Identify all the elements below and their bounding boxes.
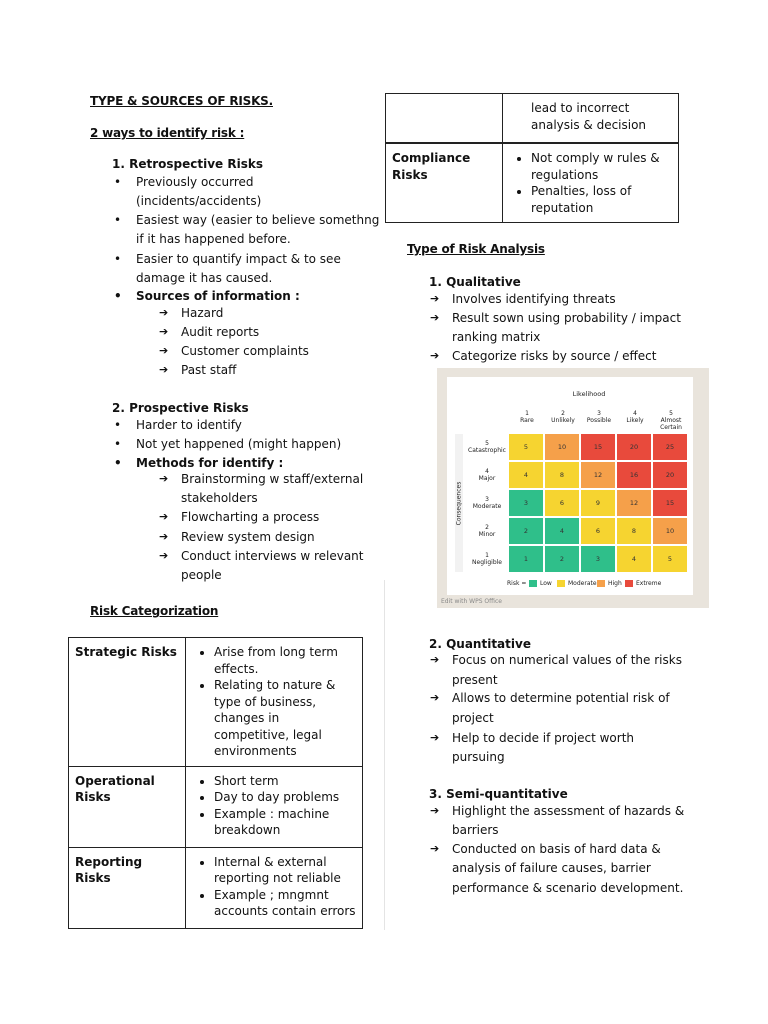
legend-swatch	[529, 580, 537, 587]
legend-label-item: Extreme	[636, 580, 662, 587]
legend-swatch	[625, 580, 633, 587]
list-item: • Day to day problems	[214, 789, 356, 806]
list-item: • Not yet happened (might happen)	[136, 436, 341, 452]
analysis-item-cont: pursuing	[452, 750, 505, 764]
matrix-cell: 20	[617, 434, 651, 460]
matrix-col-header: 3 Possible	[586, 410, 612, 424]
table-row	[69, 638, 363, 767]
analysis-item: ➔ Categorize risks by source / effect	[452, 348, 656, 364]
matrix-cell: 6	[545, 490, 579, 516]
list-item: • Easier to quantify impact & to see	[136, 251, 341, 267]
matrix-row-header: 5 Catastrophic	[468, 440, 506, 454]
sources-label: • Sources of information :	[136, 288, 300, 304]
table-cell-name: Operational Risks	[69, 766, 186, 847]
analysis-item: ➔ Allows to determine potential risk of	[452, 690, 670, 706]
table-cell-items	[186, 847, 363, 928]
column-divider	[384, 580, 385, 930]
matrix-cell: 16	[617, 462, 651, 488]
legend-label-item: Moderate	[568, 580, 597, 587]
matrix-cell: 4	[545, 518, 579, 544]
source-item: ➔ Past staff	[181, 362, 236, 378]
analysis-title: Type of Risk Analysis	[407, 242, 545, 256]
qualitative-heading: 1. Qualitative	[429, 275, 521, 289]
list-item: • Internal & external reporting not reliable	[214, 854, 356, 887]
table-cell-empty	[386, 94, 503, 144]
matrix-cell: 4	[617, 546, 651, 572]
analysis-item: ➔ Highlight the assessment of hazards &	[452, 803, 684, 819]
analysis-item-cont: present	[452, 673, 498, 687]
matrix-cell: 8	[617, 518, 651, 544]
list-item: • Short term	[214, 773, 356, 790]
matrix-col-header: 4 Likely	[626, 410, 644, 424]
section-subtitle: 2 ways to identify risk :	[90, 126, 245, 140]
analysis-item: ➔ Result sown using probability / impact	[452, 310, 681, 326]
list-item: • Arise from long term effects.	[214, 644, 356, 677]
analysis-item: ➔ Conducted on basis of hard data &	[452, 841, 661, 857]
matrix-col-header: 5 Almost Certain	[660, 410, 682, 431]
method-item: ➔ Flowcharting a process	[181, 509, 319, 525]
compliance-table	[385, 93, 679, 223]
list-item: • Harder to identify	[136, 417, 242, 433]
matrix-cell: 12	[617, 490, 651, 516]
source-item: ➔ Customer complaints	[181, 343, 309, 359]
matrix-col-header: 2 Unlikely	[551, 410, 575, 424]
table-cell-name: Strategic Risks	[69, 638, 186, 767]
retrospective-heading: 1. Retrospective Risks	[112, 157, 263, 171]
list-item-cont: if it has happened before.	[136, 232, 291, 246]
list-item: • Easiest way (easier to believe somethng	[136, 212, 379, 228]
source-item: ➔ Audit reports	[181, 324, 259, 340]
analysis-item-cont: project	[452, 711, 494, 725]
table-cell-name: Compliance Risks	[386, 143, 503, 223]
table-row	[386, 94, 679, 144]
list-item: • Example : machine breakdown	[214, 806, 356, 839]
page-title: TYPE & SOURCES OF RISKS.	[90, 94, 273, 108]
matrix-row-header: 3 Moderate	[472, 496, 502, 510]
legend-label-item: Low	[540, 580, 552, 587]
matrix-cell: 5	[653, 546, 687, 572]
list-item: • Penalties, loss of reputation	[531, 183, 672, 216]
analysis-item: ➔ Involves identifying threats	[452, 291, 616, 307]
matrix-cell: 3	[509, 490, 543, 516]
table-cell-items	[503, 94, 679, 144]
matrix-row-header: 1 Negligible	[472, 552, 502, 566]
likelihood-label: Likelihood	[572, 390, 606, 398]
methods-label: • Methods for identify :	[136, 455, 283, 471]
matrix-cell: 20	[653, 462, 687, 488]
list-item-cont: damage it has caused.	[136, 271, 273, 285]
table-cell-name: Reporting Risks	[69, 847, 186, 928]
list-item-cont: lead to incorrect analysis & decision	[531, 101, 647, 132]
watermark: Edit with WPS Office	[441, 598, 502, 605]
source-item: ➔ Hazard	[181, 305, 223, 321]
matrix-cell: 3	[581, 546, 615, 572]
matrix-col-header: 1 Rare	[520, 410, 534, 424]
matrix-cell: 8	[545, 462, 579, 488]
method-item: ➔ Conduct interviews w relevant	[181, 548, 364, 564]
matrix-cell: 25	[653, 434, 687, 460]
table-cell-items	[186, 766, 363, 847]
matrix-cell: 10	[653, 518, 687, 544]
table-row	[69, 766, 363, 847]
matrix-cell: 2	[509, 518, 543, 544]
risk-matrix	[441, 377, 693, 605]
matrix-cell: 2	[545, 546, 579, 572]
list-item: • Example ; mngmnt accounts contain errors	[214, 887, 356, 920]
matrix-cell: 10	[545, 434, 579, 460]
consequences-label: Consequences	[455, 481, 463, 526]
matrix-row-header: 4 Major	[478, 468, 496, 482]
table-row	[386, 143, 679, 223]
list-item: • Not comply w rules & regulations	[531, 150, 672, 183]
legend-swatch	[597, 580, 605, 587]
matrix-cell: 5	[509, 434, 543, 460]
analysis-item: ➔ Help to decide if project worth	[452, 730, 634, 746]
matrix-cell: 4	[509, 462, 543, 488]
quantitative-heading: 2. Quantitative	[429, 637, 531, 651]
matrix-cell: 15	[581, 434, 615, 460]
analysis-item-cont: analysis of failure causes, barrier	[452, 861, 651, 875]
analysis-item-cont: barriers	[452, 823, 499, 837]
matrix-cell: 6	[581, 518, 615, 544]
method-item-cont: people	[181, 568, 222, 582]
table-cell-items	[186, 638, 363, 767]
method-item: ➔ Review system design	[181, 529, 315, 545]
analysis-item-cont: performance & scenario development.	[452, 881, 684, 895]
risk-category-table	[68, 637, 363, 929]
list-item-cont: (incidents/accidents)	[136, 194, 262, 208]
legend-swatch	[557, 580, 565, 587]
matrix-cell: 1	[509, 546, 543, 572]
list-item: • Relating to nature & type of business, changes in competitive, legal environments	[214, 677, 356, 760]
analysis-item: ➔ Focus on numerical values of the risks	[452, 652, 682, 668]
list-item: • Previously occurred	[136, 174, 254, 190]
table-row	[69, 847, 363, 928]
legend-label-item: High	[608, 580, 622, 587]
categorization-title: Risk Categorization	[90, 604, 219, 618]
matrix-cell: 9	[581, 490, 615, 516]
method-item-cont: stakeholders	[181, 491, 258, 505]
matrix-row-header: 2 Minor	[478, 524, 496, 538]
semi-quantitative-heading: 3. Semi-quantitative	[429, 787, 568, 801]
matrix-cell: 12	[581, 462, 615, 488]
method-item: ➔ Brainstorming w staff/external	[181, 471, 363, 487]
table-cell-items	[503, 143, 679, 223]
analysis-item-cont: ranking matrix	[452, 330, 541, 344]
legend-label: Risk =	[507, 580, 527, 587]
prospective-heading: 2. Prospective Risks	[112, 401, 249, 415]
matrix-cell: 15	[653, 490, 687, 516]
